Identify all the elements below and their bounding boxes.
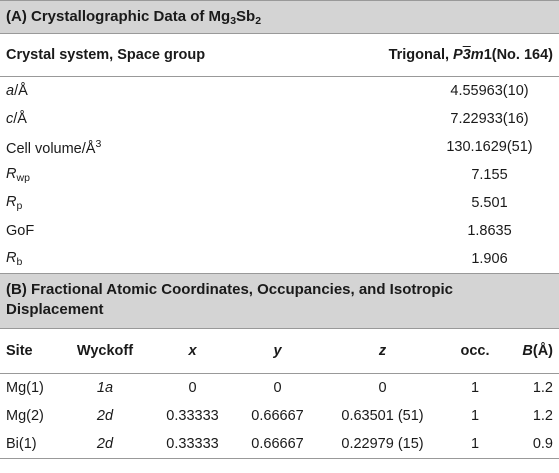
row-label-tail: /Å xyxy=(14,83,28,99)
row-label xyxy=(0,77,300,106)
section-a-title xyxy=(0,0,559,34)
row-value: 130.1629(51) xyxy=(446,139,533,155)
atomic-coordinates-table xyxy=(0,329,559,459)
crystallographic-data-table xyxy=(0,34,559,273)
title-subscript: 2 xyxy=(255,15,262,27)
cell-y: 0 xyxy=(273,380,282,396)
row-label-symbol: c xyxy=(6,111,14,127)
col-header-site: Site xyxy=(0,329,60,374)
row-label xyxy=(0,105,300,133)
table-row xyxy=(0,105,559,133)
row-value: 7.22933(16) xyxy=(450,111,529,127)
col-header-b-symbol: B xyxy=(522,343,533,359)
row-value: 7.155 xyxy=(471,167,508,183)
cell-z: 0 xyxy=(378,380,387,396)
table-row xyxy=(0,245,559,273)
table-row xyxy=(0,133,559,161)
col-header-y-text: y xyxy=(273,343,282,359)
row-label xyxy=(0,161,300,189)
cell-x: 0 xyxy=(188,380,197,396)
cell-b: 1.2 xyxy=(532,380,553,396)
title-subscript: 3 xyxy=(230,15,237,27)
row-label-symbol: R xyxy=(6,194,17,210)
header-value-bar: 3 xyxy=(462,47,471,63)
row-label-subscript: p xyxy=(16,200,23,212)
table-row xyxy=(0,77,559,106)
cell-wyckoff xyxy=(60,402,150,430)
cell-wyckoff xyxy=(60,430,150,459)
cell-site: Mg(2) xyxy=(6,408,44,424)
cell-y: 0.66667 xyxy=(251,408,304,424)
row-label-tail: /Å xyxy=(13,111,27,127)
row-value: 4.55963(10) xyxy=(450,83,529,99)
row-label-superscript: 3 xyxy=(95,137,102,150)
row-label xyxy=(0,245,300,273)
row-label-subscript: b xyxy=(16,256,23,268)
table-header-row xyxy=(0,329,559,374)
cell-wyckoff xyxy=(60,374,150,403)
header-value-prefix: Trigonal, xyxy=(388,47,454,63)
cell-b: 0.9 xyxy=(505,430,559,459)
cell-z: 0.22979 (15) xyxy=(320,430,445,459)
row-label-symbol: R xyxy=(6,250,17,266)
header-value-suffix: 1(No. 164) xyxy=(483,47,553,63)
row-value: 5.501 xyxy=(471,195,508,211)
header-value xyxy=(300,34,559,77)
cell-occ: 1 xyxy=(470,408,480,424)
col-header-b-unit: (Å) xyxy=(532,343,553,359)
row-value: 1.8635 xyxy=(467,223,512,239)
col-header-x-text: x xyxy=(188,343,197,359)
cell-site: Mg(1) xyxy=(6,380,44,396)
header-label: Crystal system, Space group xyxy=(0,34,300,77)
col-header-x xyxy=(150,329,235,374)
section-a-title-text: (A) Crystallographic Data of Mg xyxy=(6,8,231,25)
row-label: GoF xyxy=(6,223,35,239)
header-value-m: m xyxy=(470,47,484,63)
row-label xyxy=(0,133,300,161)
col-header-z xyxy=(320,329,445,374)
col-header-wyckoff: Wyckoff xyxy=(60,329,150,374)
cell-b: 1.2 xyxy=(532,408,553,424)
table-row xyxy=(0,189,559,217)
row-label xyxy=(0,189,300,217)
row-value: 1.906 xyxy=(471,251,508,267)
cell-x: 0.33333 xyxy=(166,408,219,424)
cell-x: 0.33333 xyxy=(150,430,235,459)
cell-occ: 1 xyxy=(445,430,505,459)
cell-z: 0.63501 (51) xyxy=(341,408,424,424)
table-row xyxy=(0,402,559,430)
row-label-subscript: wp xyxy=(16,172,30,184)
cell-wyckoff-text: 2d xyxy=(96,436,114,452)
section-a-title-mid: Sb xyxy=(236,8,256,25)
table-row xyxy=(0,430,559,459)
row-label-symbol: a xyxy=(6,83,15,99)
col-header-b xyxy=(505,329,559,374)
col-header-z-text: z xyxy=(378,343,387,359)
cell-wyckoff-text: 1a xyxy=(96,380,114,396)
cell-y: 0.66667 xyxy=(235,430,320,459)
table-header-row xyxy=(0,34,559,77)
table-row xyxy=(0,161,559,189)
col-header-y xyxy=(235,329,320,374)
row-label-symbol: R xyxy=(6,166,17,182)
section-b-title: (B) Fractional Atomic Coordinates, Occupancies, and Isotropic Displacement xyxy=(0,273,559,329)
row-label-text: Cell volume/Å xyxy=(6,140,96,157)
cell-site: Bi(1) xyxy=(0,430,60,459)
table-row xyxy=(0,374,559,403)
header-value-p: P xyxy=(453,47,463,63)
cell-wyckoff-text: 2d xyxy=(96,408,114,424)
cell-occ: 1 xyxy=(470,380,480,396)
col-header-occ: occ. xyxy=(445,329,505,374)
table-row xyxy=(0,217,559,245)
